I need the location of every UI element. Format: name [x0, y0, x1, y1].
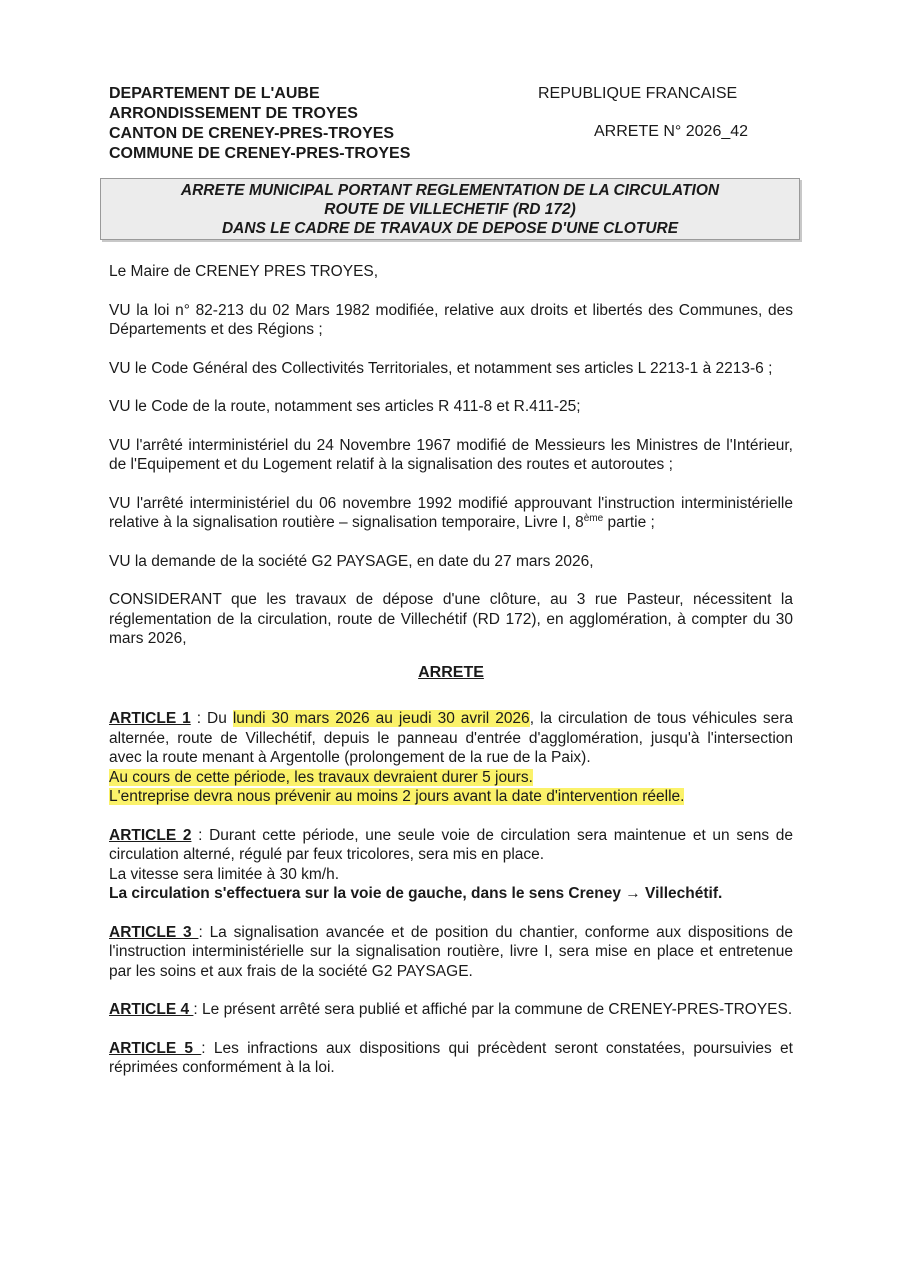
- article-1-label: ARTICLE 1: [109, 710, 191, 727]
- article-5-text: : Les infractions aux dispositions qui précèdent seront constatées, poursuivies et réprimées conformément à la loi.: [109, 1039, 793, 1076]
- article-2: [109, 826, 793, 904]
- arrete-number: ARRETE N° 2026_42: [594, 123, 749, 140]
- article-3-label: ARTICLE 3: [109, 923, 199, 941]
- document-body: [109, 262, 793, 1078]
- title-line-3: DANS LE CADRE DE TRAVAUX DE DEPOSE D'UNE CLOTURE: [221, 220, 679, 237]
- article-1-notice: L'entreprise devra nous prévenir au moins 2 jours avant la date d'intervention réelle.: [109, 788, 685, 805]
- canton-line: CANTON DE CRENEY-PRES-TROYES: [109, 125, 395, 142]
- vu-1992-text: VU l'arrêté interministériel du 06 novembre 1992 modifié approuvant l'instruction interministérielle relative à la signalisation routière – signalisation temporaire, Livre I, 8: [109, 494, 793, 531]
- republic-label: REPUBLIQUE FRANCAISE: [538, 85, 738, 102]
- vu-1992-end: partie ;: [603, 514, 655, 531]
- article-1: [109, 709, 793, 807]
- vu-arrete-1992: [109, 494, 793, 533]
- article-1-text: , la circulation de tous véhicules sera alternée, route de Villechétif, depuis le panneau d'entrée d'agglomération, jusqu'à l'intersection avec la route menant à Argentolle (prolongement de la rue de la Paix).: [109, 710, 794, 766]
- article-4-label: ARTICLE 4: [109, 1001, 194, 1018]
- vu-1992-superscript: ème: [583, 512, 604, 524]
- arrete-heading: ARRETE: [418, 663, 484, 681]
- vu-loi-1982: VU la loi n° 82-213 du 02 Mars 1982 modifiée, relative aux droits et libertés des Communes, des Départements et des Régions ;: [109, 301, 793, 338]
- article-5-label: ARTICLE 5: [109, 1039, 202, 1057]
- article-5: [109, 1039, 793, 1078]
- article-2-direction: La circulation s'effectuera sur la voie de gauche, dans le sens Creney → Villechétif.: [109, 885, 723, 902]
- title-line-1: ARRETE MUNICIPAL PORTANT REGLEMENTATION DE LA CIRCULATION: [180, 182, 720, 199]
- article-4: [109, 1000, 793, 1020]
- article-1-duration: Au cours de cette période, les travaux devraient durer 5 jours.: [109, 768, 533, 786]
- arrondissement-line: ARRONDISSEMENT DE TROYES: [109, 105, 358, 122]
- vu-arrete-1967: VU l'arrêté interministériel du 24 Novembre 1967 modifié de Messieurs les Ministres de l'Intérieur, de l'Equipement et du Logement relatif à la signalisation des routes et autoroutes ;: [109, 436, 793, 473]
- intro-text: Le Maire de CRENEY PRES TROYES,: [109, 263, 379, 280]
- article-3: [109, 923, 793, 982]
- considerant-text: CONSIDERANT que les travaux de dépose d'une clôture, au 3 rue Pasteur, nécessitent la réglementation de la circulation, route de Villechétif (RD 172), en agglomération, à compter du 30 mars 2026,: [109, 591, 793, 647]
- vu-code-collectivites: VU le Code Général des Collectivités Territoriales, et notamment ses articles L 2213-1 à 2213-6 ;: [109, 359, 773, 377]
- administrative-header: [109, 84, 410, 164]
- commune-line: COMMUNE DE CRENEY-PRES-TROYES: [109, 145, 411, 162]
- title-line-2: ROUTE DE VILLECHETIF (RD 172): [324, 201, 576, 218]
- article-4-text: : Le présent arrêté sera publié et affiché par la commune de CRENEY-PRES-TROYES.: [193, 1001, 793, 1018]
- article-1-dates: lundi 30 mars 2026 au jeudi 30 avril 2026: [232, 710, 530, 727]
- article-2-label: ARTICLE 2: [109, 826, 192, 844]
- article-3-text: : La signalisation avancée et de position du chantier, conforme aux dispositions de l'instruction interministérielle sur la signalisation routière, livre I, sera mise en place et entretenue par les soins et aux frais de la société G2 PAYSAGE.: [109, 923, 793, 980]
- department-line: DEPARTEMENT DE L'AUBE: [109, 85, 320, 102]
- title-box: [100, 178, 800, 240]
- article-2-speed: La vitesse sera limitée à 30 km/h.: [109, 865, 340, 883]
- vu-code-route: VU le Code de la route, notamment ses articles R 411-8 et R.411-25;: [109, 398, 581, 415]
- vu-demande: VU la demande de la société G2 PAYSAGE, en date du 27 mars 2026,: [109, 552, 594, 570]
- article-1-sep: : Du: [190, 710, 233, 727]
- article-2-text: : Durant cette période, une seule voie de circulation sera maintenue et un sens de circulation alterné, régulé par feux tricolores, sera mis en place.: [109, 826, 793, 863]
